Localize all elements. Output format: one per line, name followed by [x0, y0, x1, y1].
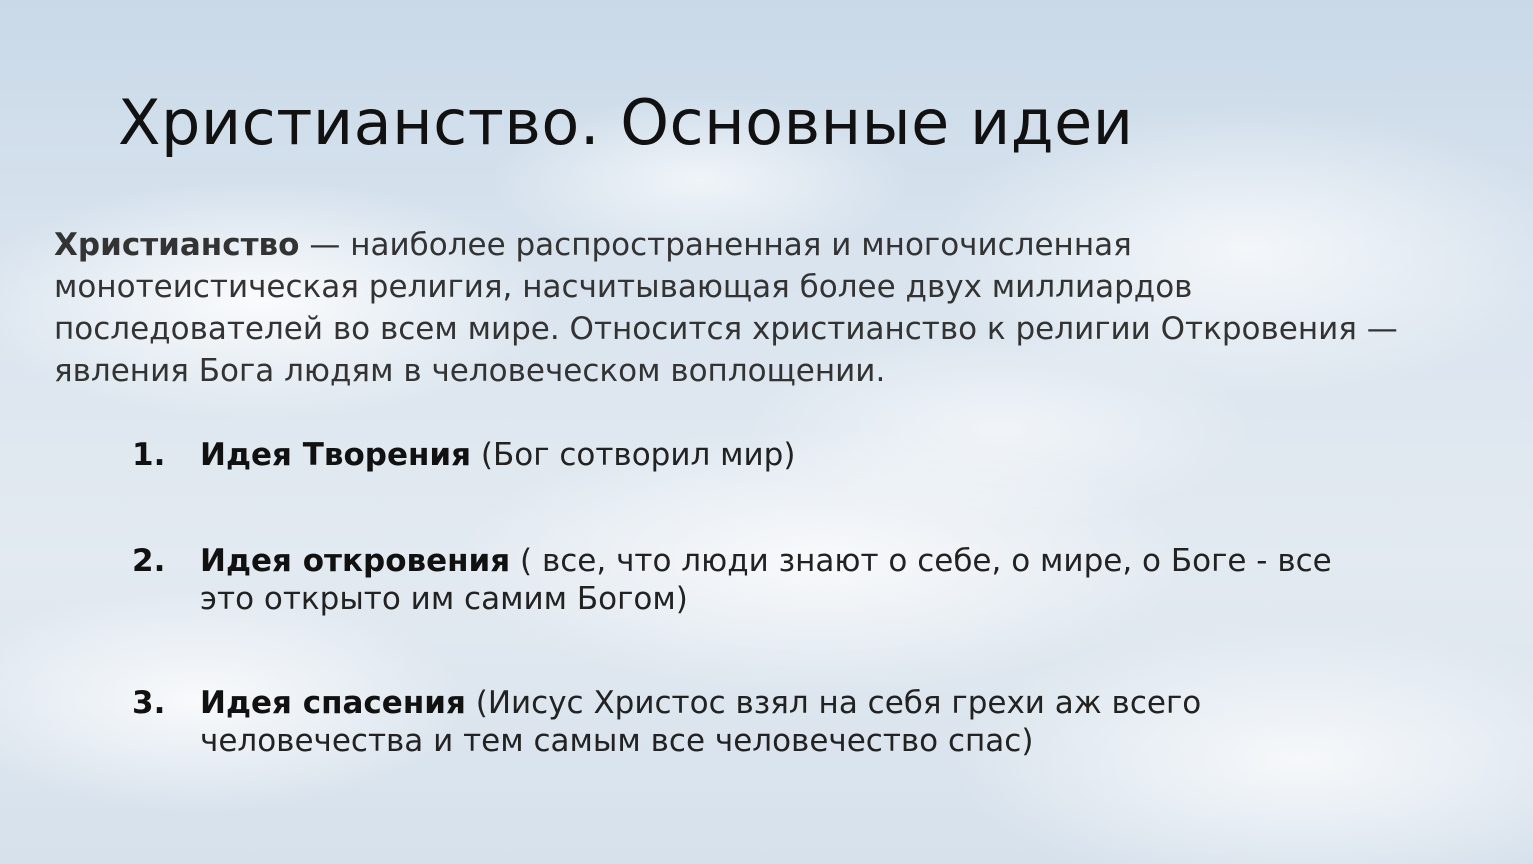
idea-number: 3.: [132, 685, 166, 721]
idea-item: [132, 436, 1392, 474]
idea-name: Идея спасения: [200, 685, 466, 721]
idea-description: (Бог сотворил мир): [471, 437, 796, 473]
idea-description: ( все, что люди знают о себе, о мире, о Боге - все это открыто им самим Богом): [200, 543, 1332, 617]
idea-description: (Иисус Христос взял на себя грехи аж всего человечества и тем самым все человечество спас): [200, 685, 1202, 759]
idea-number: 1.: [132, 437, 166, 473]
idea-item: [132, 684, 1392, 760]
ideas-list: [132, 436, 1392, 760]
idea-number: 2.: [132, 543, 166, 579]
idea-name: Идея Творения: [200, 437, 472, 473]
slide-title: Христианство. Основные идеи: [118, 86, 1134, 159]
intro-paragraph: [54, 224, 1434, 392]
idea-item: [132, 542, 1392, 618]
idea-name: Идея откровения: [200, 543, 511, 579]
intro-text: — наиболее распространенная и многочисленная монотеистическая религия, насчитывающая более двух миллиардов последователей во всем мире. Относится христианство к религии Откровения — явления Бога людям в человеческом воплощении.: [54, 227, 1398, 389]
intro-term: Христианство: [54, 227, 300, 263]
